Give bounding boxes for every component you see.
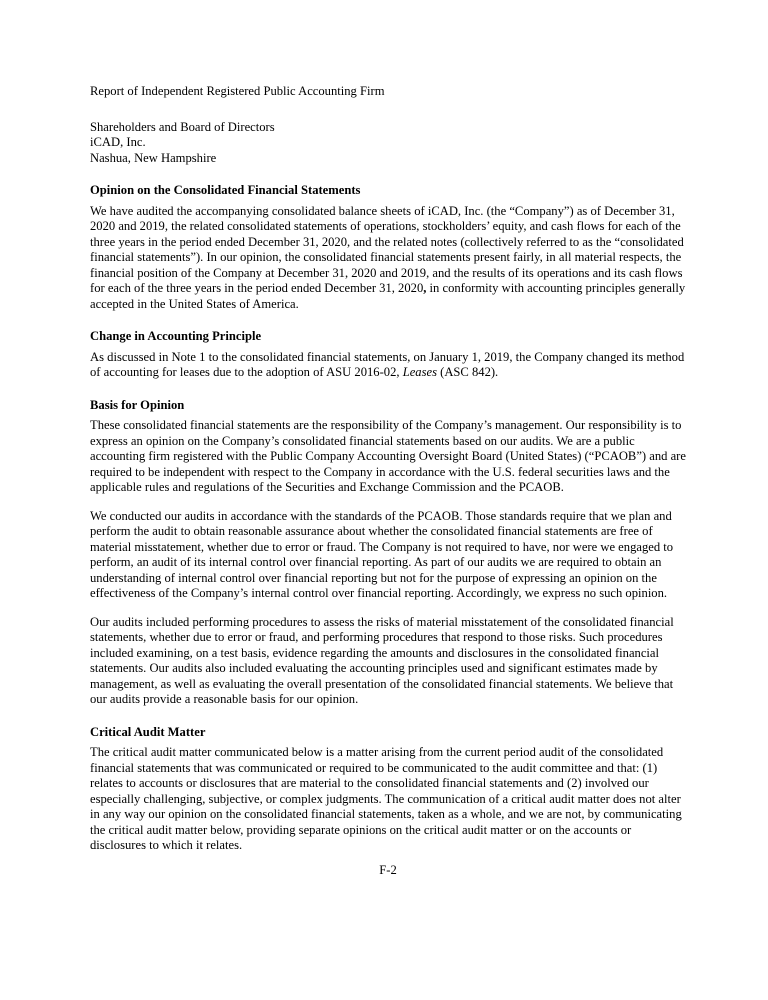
report-section: [90, 329, 686, 381]
text-run: We conducted our audits in accordance with the standards of the PCAOB. Those standards require that we plan and perform the audit to obtain reasonable assurance about whether the consolidated financial statements are free of material misstatement, whether due to error or fraud. The Company is not required to have, nor were we engaged to perform, an audit of its internal control over financial reporting. As part of our audits we are required to obtain an understanding of internal control over financial reporting but not for the purpose of expressing an opinion on the effectiveness of the Company’s internal control over financial reporting. Accordingly, we express no such opinion.: [90, 508, 674, 600]
paragraph: [90, 615, 686, 708]
section-heading: Opinion on the Consolidated Financial Statements: [90, 183, 361, 197]
addressee-line: Shareholders and Board of Directors: [90, 119, 275, 134]
paragraph: [90, 509, 686, 602]
report-title: Report of Independent Registered Public Accounting Firm: [90, 84, 385, 98]
report-sections: [90, 183, 686, 854]
text-run: The critical audit matter communicated below is a matter arising from the current period audit of the consolidated financial statements that was communicated or required to be communicated to the audit committee and that: (1) relates to accounts or disclosures that are material to the consolidated financial statements and (2) involved our especially challenging, subjective, or complex judgments. The communication of a critical audit matter does not alter in any way our opinion on the consolidated financial statements, taken as a whole, and we are not, by communicating the critical audit matter below, providing separate opinions on the critical audit matter or on the accounts or disclosures to which it relates.: [90, 745, 682, 852]
addressee-line: Nashua, New Hampshire: [90, 150, 217, 165]
text-run: Leases: [402, 365, 437, 379]
text-run: As discussed in Note 1 to the consolidated financial statements, on January 1, 2019, the Company changed its method of accounting for leases due to the adoption of ASU 2016-02,: [90, 349, 685, 379]
text-run: in conformity with accounting principles generally accepted in the United States of America.: [90, 281, 686, 311]
addressee-block: [90, 120, 686, 167]
paragraph: [90, 204, 686, 313]
section-heading: Change in Accounting Principle: [90, 329, 262, 343]
section-heading: Critical Audit Matter: [90, 724, 206, 739]
report-section: [90, 398, 686, 708]
paragraph: [90, 418, 686, 496]
paragraph: [90, 350, 686, 381]
report-section: [90, 183, 686, 312]
section-heading: Basis for Opinion: [90, 397, 185, 412]
addressee-line: iCAD, Inc.: [90, 135, 146, 149]
text-run: (ASC 842).: [436, 365, 499, 379]
text-run: Our audits included performing procedures to assess the risks of material misstatement of the consolidated financial statements, whether due to error or fraud, and performing procedures that respond to those risks. Such procedures included examining, on a test basis, evidence regarding the amounts and disclosures in the consolidated financial statements. Our audits also included evaluating the accounting principles used and significant estimates made by management, as well as evaluating the overall presentation of the consolidated financial statements. We believe that our audits provide a reasonable basis for our opinion.: [90, 614, 674, 706]
paragraph: [90, 745, 686, 854]
text-run: These consolidated financial statements are the responsibility of the Company’s management. Our responsibility is to express an opinion on the Company’s consolidated financial statements based on our audits. We are a public accounting firm registered with the Public Company Accounting Oversight Board (United States) (“PCAOB”) and are required to be independent with respect to the Company in accordance with the U.S. federal securities laws and the applicable rules and regulations of the Securities and Exchange Commission and the PCAOB.: [90, 418, 686, 494]
report-section: [90, 725, 686, 854]
document-content: [90, 84, 686, 878]
page-number: F-2: [379, 862, 397, 877]
text-run: ,: [423, 281, 427, 295]
text-run: We have audited the accompanying consolidated balance sheets of iCAD, Inc. (the “Company”) as of December 31, 2020 and 2019, the related consolidated statements of operations, stockholders’ equity, and cash flows for each of the three years in the period ended December 31, 2020, and the related notes (collectively referred to as the “consolidated financial statements”). In our opinion, the consolidated financial statements present fairly, in all material respects, the financial position of the Company at December 31, 2020 and 2019, and the results of its operations and its cash flows for each of the three years in the period ended December 31, 2020: [90, 203, 684, 295]
